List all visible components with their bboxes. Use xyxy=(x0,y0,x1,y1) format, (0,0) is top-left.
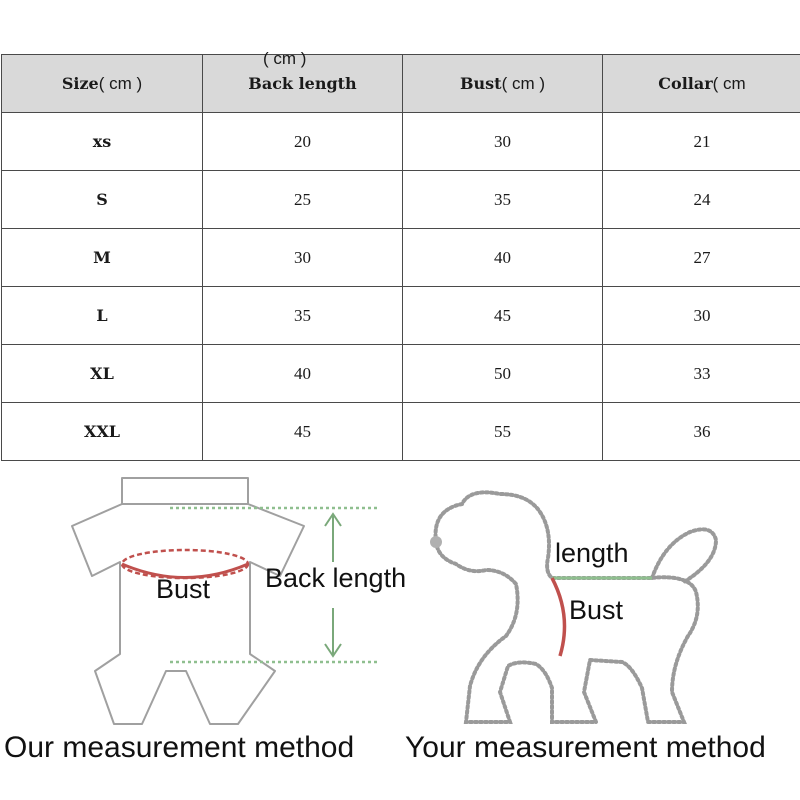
header-collar-label: Collar xyxy=(658,73,713,93)
header-back-length-label: Back length xyxy=(248,74,357,93)
header-bust xyxy=(403,55,603,113)
bust-cell: 55 xyxy=(403,403,603,461)
collar-cell: 33 xyxy=(603,345,800,403)
size-cell: xs xyxy=(2,113,203,171)
header-size-unit: ( cm ) xyxy=(98,73,143,93)
collar-cell: 24 xyxy=(603,171,800,229)
measurement-diagram xyxy=(0,466,800,728)
header-bust-unit: ( cm ) xyxy=(501,73,545,93)
header-back-length-unit: ( cm ) xyxy=(263,49,307,68)
collar-cell: 36 xyxy=(603,403,800,461)
header-size xyxy=(2,55,203,113)
bust-cell: 35 xyxy=(403,171,603,229)
dog-length-label: length xyxy=(555,538,629,568)
size-cell: XXL xyxy=(2,403,203,461)
back-length-cell: 20 xyxy=(203,113,403,171)
size-cell: L xyxy=(2,287,203,345)
collar-cell: 27 xyxy=(603,229,800,287)
table-row xyxy=(2,113,800,171)
our-method-caption: Our measurement method xyxy=(4,731,355,764)
back-length-label: Back length xyxy=(265,563,407,593)
bust-cell: 50 xyxy=(403,345,603,403)
bust-cell: 30 xyxy=(403,113,603,171)
size-cell: M xyxy=(2,229,203,287)
size-cell: S xyxy=(2,171,203,229)
header-back-length xyxy=(203,49,403,113)
back-length-cell: 45 xyxy=(203,403,403,461)
size-chart-table xyxy=(1,49,800,461)
table-header-row xyxy=(2,55,800,113)
table-row xyxy=(2,171,800,229)
bust-cell: 45 xyxy=(403,287,603,345)
table-row xyxy=(2,345,800,403)
header-bust-label: Bust xyxy=(460,73,502,93)
table-row xyxy=(2,229,800,287)
back-length-cell: 30 xyxy=(203,229,403,287)
header-collar xyxy=(603,55,800,113)
dog-bust-line xyxy=(552,578,565,656)
back-length-cell: 40 xyxy=(203,345,403,403)
header-size-label: Size xyxy=(61,73,99,93)
garment-bust-label: Bust xyxy=(156,574,211,604)
table-row xyxy=(2,403,800,461)
collar-cell: 21 xyxy=(603,113,800,171)
table-row xyxy=(2,287,800,345)
bust-cell: 40 xyxy=(403,229,603,287)
collar-cell: 30 xyxy=(603,287,800,345)
size-cell: XL xyxy=(2,345,203,403)
back-length-cell: 25 xyxy=(203,171,403,229)
dog-eye xyxy=(430,536,442,548)
dog-bust-label: Bust xyxy=(569,595,624,625)
back-length-cell: 35 xyxy=(203,287,403,345)
your-method-caption: Your measurement method xyxy=(405,731,766,764)
header-collar-unit: ( cm xyxy=(712,73,746,93)
